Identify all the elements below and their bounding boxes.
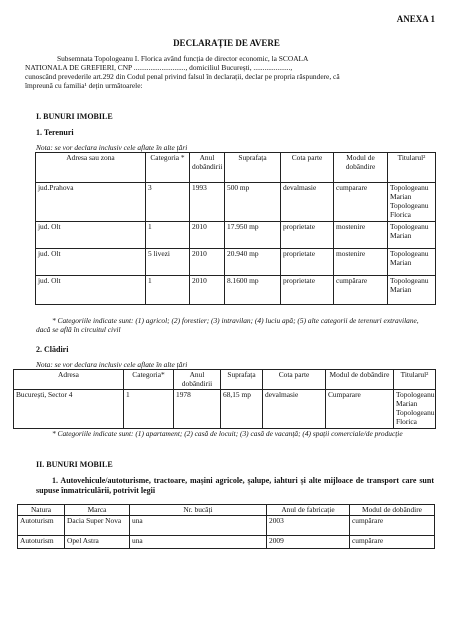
col-anul: Anul dobândirii bbox=[190, 153, 225, 183]
cell: 2010 bbox=[190, 249, 225, 276]
intro-line-4: împreună cu familia¹ dețin următoarele: bbox=[25, 81, 143, 90]
autovehicule-heading: 1. Autovehicule/autoturisme, tractoare, mașini agricole, șalupe, iahturi și alte mijloace de transport care sunt supuse înmatriculării, potrivit legii bbox=[36, 476, 434, 495]
cell: 2009 bbox=[267, 536, 350, 549]
cell: 2010 bbox=[190, 276, 225, 305]
col-adresa: Adresa sau zona bbox=[36, 153, 146, 183]
table-row bbox=[36, 276, 436, 305]
cell: cumpărare bbox=[350, 536, 435, 549]
terenuri-footnote: * Categoriile indicate sunt: (1) agricol; (2) forestier; (3) intravilan; (4) luciu apă; (5) alte categorii de terenuri extravilane, dacă se află în circuitul civil bbox=[36, 316, 419, 334]
intro-paragraph bbox=[25, 54, 433, 90]
cell: 8.1600 mp bbox=[225, 276, 281, 305]
cell: Topologeanu Marian Topologeanu Florica bbox=[388, 183, 436, 222]
cell: 1 bbox=[146, 276, 190, 305]
terenuri-header-row bbox=[36, 153, 436, 183]
terenuri-heading: 1. Terenuri bbox=[36, 128, 74, 137]
col-an-fabricatie: Anul de fabricație bbox=[267, 505, 350, 516]
cell: jud. Olt bbox=[36, 222, 146, 249]
col-mod-dobandire: Modul de dobândire bbox=[350, 505, 435, 516]
col-suprafata: Suprafața bbox=[221, 370, 263, 390]
cell: cumpărare bbox=[350, 516, 435, 536]
cell: proprietate bbox=[281, 249, 334, 276]
cladiri-table bbox=[13, 369, 436, 429]
section-imobile-heading: I. BUNURI IMOBILE bbox=[36, 112, 113, 121]
cell: Autoturism bbox=[18, 516, 65, 536]
cell: jud. Olt bbox=[36, 276, 146, 305]
col-cota: Cota parte bbox=[263, 370, 326, 390]
cell: Topologeanu Marian bbox=[388, 249, 436, 276]
cell: Dacia Super Nova bbox=[65, 516, 130, 536]
terenuri-note: Nota: se vor declara inclusiv cele aflate în alte țări bbox=[36, 143, 188, 152]
col-titularul: Titularul² bbox=[394, 370, 436, 390]
cell: Cumparare bbox=[326, 390, 394, 429]
cell: 1 bbox=[146, 222, 190, 249]
cell: devalmasie bbox=[281, 183, 334, 222]
cell: Opel Astra bbox=[65, 536, 130, 549]
col-natura: Natura bbox=[18, 505, 65, 516]
col-cota: Cota parte bbox=[281, 153, 334, 183]
cell: proprietate bbox=[281, 276, 334, 305]
cell: 17.950 mp bbox=[225, 222, 281, 249]
annex-label: ANEXA 1 bbox=[396, 14, 435, 24]
intro-line-3: cunoscând prevederile art.292 din Codul penal privind falsul în declarații, declar pe propria răspundere, că bbox=[25, 72, 340, 81]
cell: Topologeanu Marian Topologeanu Florica bbox=[394, 390, 436, 429]
col-categoria: Categoria * bbox=[146, 153, 190, 183]
cell: devalmasie bbox=[263, 390, 326, 429]
cell: 2010 bbox=[190, 222, 225, 249]
terenuri-table bbox=[35, 152, 436, 305]
col-modul: Modul de dobândire bbox=[334, 153, 388, 183]
cell: 1993 bbox=[190, 183, 225, 222]
cell: 5 livezi bbox=[146, 249, 190, 276]
col-categoria: Categoria* bbox=[124, 370, 174, 390]
autovehicule-header-row bbox=[18, 505, 435, 516]
cell: 3 bbox=[146, 183, 190, 222]
table-row bbox=[36, 249, 436, 276]
cell: 1 bbox=[124, 390, 174, 429]
table-row bbox=[18, 536, 435, 549]
cell: cumpărare bbox=[334, 276, 388, 305]
table-row bbox=[14, 390, 436, 429]
col-marca: Marca bbox=[65, 505, 130, 516]
cell: Topologeanu Marian bbox=[388, 276, 436, 305]
cladiri-footnote: * Categoriile indicate sunt: (1) apartament; (2) casă de locuit; (3) casă de vacanță; (4) spații comerciale/de producție bbox=[52, 429, 403, 438]
cell: mostenire bbox=[334, 249, 388, 276]
col-titularul: Titularul² bbox=[388, 153, 436, 183]
cell: jud.Prahova bbox=[36, 183, 146, 222]
autovehicule-table bbox=[17, 504, 435, 549]
cell: 1978 bbox=[174, 390, 221, 429]
cell: Autoturism bbox=[18, 536, 65, 549]
section-mobile-heading: II. BUNURI MOBILE bbox=[36, 460, 113, 469]
col-anul: Anul dobândirii bbox=[174, 370, 221, 390]
cell: 2003 bbox=[267, 516, 350, 536]
table-row bbox=[36, 183, 436, 222]
cell: una bbox=[130, 536, 267, 549]
col-modul: Modul de dobândire bbox=[326, 370, 394, 390]
cell: cumparare bbox=[334, 183, 388, 222]
col-suprafata: Suprafața bbox=[225, 153, 281, 183]
cell: una bbox=[130, 516, 267, 536]
intro-line-1: Subsemnata Topologeanu I. Florica având funcția de director economic, la SCOALA bbox=[57, 54, 309, 63]
table-row bbox=[36, 222, 436, 249]
intro-line-2: NATIONALA DE GREFIERI, CNP ............................, domiciliul București, ...................., bbox=[25, 63, 293, 72]
cladiri-note: Nota: se vor declara inclusiv cele aflate în alte țări bbox=[36, 360, 188, 369]
table-row bbox=[18, 516, 435, 536]
cell: jud. Olt bbox=[36, 249, 146, 276]
cell: 68,15 mp bbox=[221, 390, 263, 429]
cell: proprietate bbox=[281, 222, 334, 249]
document-title: DECLARAȚIE DE AVERE bbox=[173, 38, 280, 48]
cell: mostenire bbox=[334, 222, 388, 249]
cell: București, Sector 4 bbox=[14, 390, 124, 429]
cladiri-heading: 2. Clădiri bbox=[36, 345, 69, 354]
cell: Topologeanu Marian bbox=[388, 222, 436, 249]
cell: 500 mp bbox=[225, 183, 281, 222]
cladiri-header-row bbox=[14, 370, 436, 390]
col-nr-bucati: Nr. bucăți bbox=[130, 505, 267, 516]
cell: 20.940 mp bbox=[225, 249, 281, 276]
col-adresa: Adresa bbox=[14, 370, 124, 390]
